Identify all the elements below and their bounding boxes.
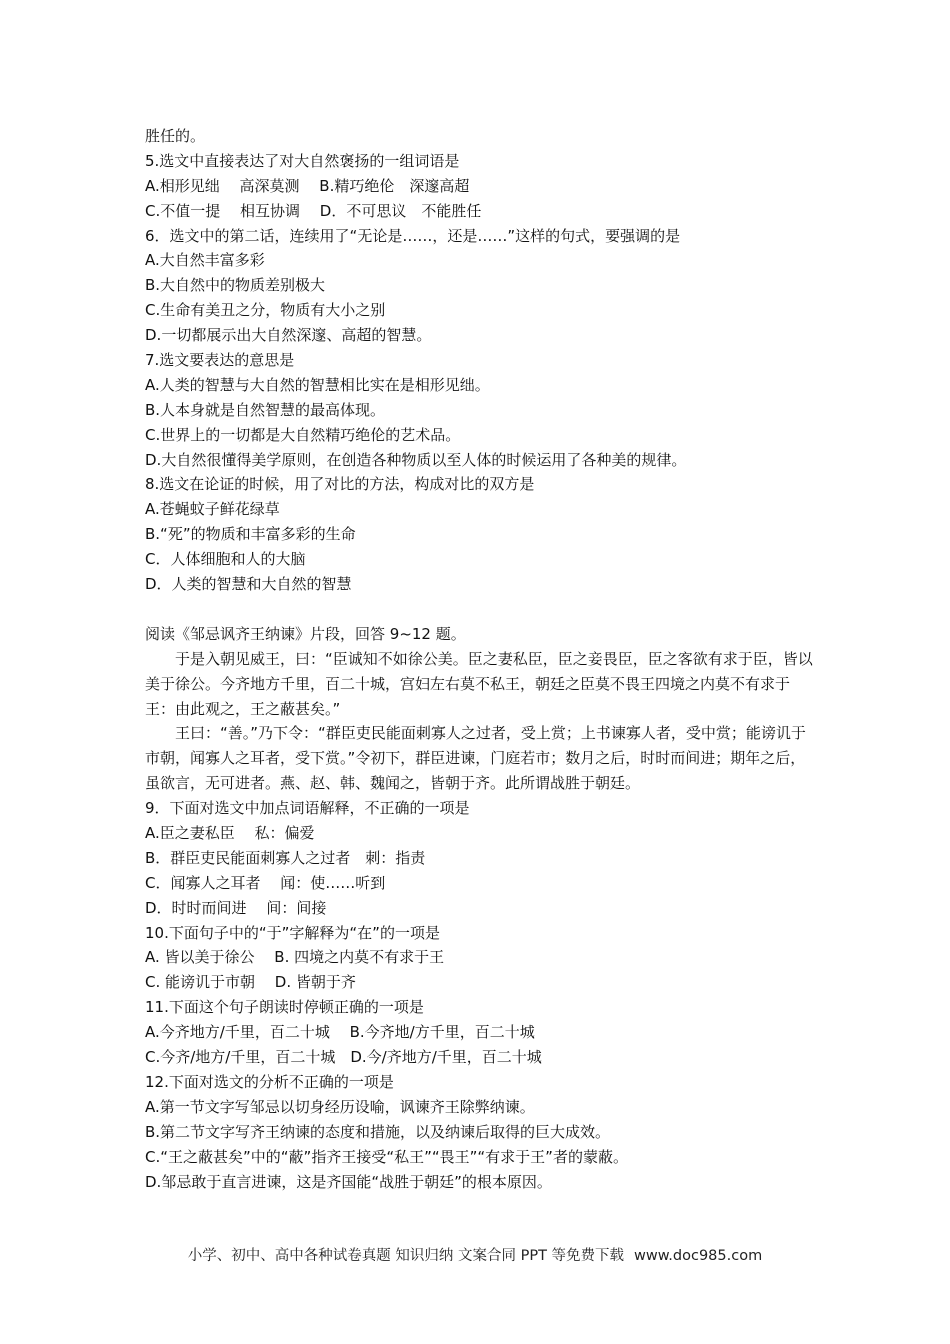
document-body (145, 124, 815, 1194)
question-5-options-cd: C.不值一提 相互协调 D．不可思议 不能胜任 (145, 201, 482, 220)
question-7-option-a: A.人类的智慧与大自然的智慧相比实在是相形见绌。 (145, 375, 490, 394)
question-7-option-d: D.大自然很懂得美学原则，在创造各种物质以至人体的时候运用了各种美的规律。 (145, 450, 687, 469)
passage-paragraph-1: 于是入朝见威王，曰：“臣诚知不如徐公美。臣之妻私臣，臣之妾畏臣，臣之客欲有求于臣，皆以美于徐公。今齐地方千里，百二十城，宫妇左右莫不私王，朝廷之臣莫不畏王四境之内莫不有求于王：由此观之，王之蔽甚矣。” (145, 649, 813, 718)
question-9-option-b: B．群臣吏民能面刺寡人之过者 刺：指责 (145, 848, 426, 867)
question-9-option-d: D．时时而间进 间：间接 (145, 898, 327, 917)
question-8-option-a: A.苍蝇蚊子鲜花绿草 (145, 500, 280, 519)
question-8-option-d: D．人类的智慧和大自然的智慧 (145, 575, 352, 594)
footer-link[interactable]: www.doc985.com (634, 1248, 763, 1264)
question-10-options-cd: C. 能谤讥于市朝 D. 皆朝于齐 (145, 973, 356, 992)
question-5-options-ab: A.相形见绌 高深莫测 B.精巧绝伦 深邃高超 (145, 176, 470, 195)
page-footer (0, 1244, 950, 1265)
question-7: 7.选文要表达的意思是 (145, 351, 295, 370)
question-8-option-b: B.“死”的物质和丰富多彩的生命 (145, 525, 356, 544)
question-12-option-c: C.“王之蔽甚矣”中的“蔽”指齐王接受“私王”“畏王”“有求于王”者的蒙蔽。 (145, 1147, 628, 1166)
question-8-option-c: C．人体细胞和人的大脑 (145, 550, 306, 569)
question-5: 5.选文中直接表达了对大自然褒扬的一组词语是 (145, 151, 460, 170)
question-12-option-b: B.第二节文字写齐王纳谏的态度和措施，以及纳谏后取得的巨大成效。 (145, 1122, 611, 1141)
question-9-option-a: A.臣之妻私臣 私：偏爱 (145, 824, 315, 843)
question-9-option-c: C．闻寡人之耳者 闻：使……听到 (145, 873, 386, 892)
text-line: 胜任的。 (145, 127, 206, 145)
question-6: 6．选文中的第二话，连续用了“无论是……，还是……”这样的句式，要强调的是 (145, 226, 681, 245)
question-6-option-d: D.一切都展示出大自然深邃、高超的智慧。 (145, 326, 432, 345)
question-10-options-ab: A. 皆以美于徐公 B. 四境之内莫不有求于王 (145, 948, 445, 967)
question-7-option-b: B.人本身就是自然智慧的最高体现。 (145, 400, 386, 419)
question-12: 12.下面对选文的分析不正确的一项是 (145, 1072, 394, 1091)
reading-intro: 阅读《邹忌讽齐王纳谏》片段，回答 9~12 题。 (145, 624, 466, 643)
question-6-option-a: A.大自然丰富多彩 (145, 251, 265, 270)
question-11-options-ab: A.今齐地方/千里，百二十城 B.今齐地/方千里，百二十城 (145, 1023, 535, 1042)
question-12-option-a: A.第一节文字写邹忌以切身经历设喻，讽谏齐王除弊纳谏。 (145, 1097, 535, 1116)
question-9: 9．下面对选文中加点词语解释，不正确的一项是 (145, 799, 470, 818)
question-7-option-c: C.世界上的一切都是大自然精巧绝伦的艺术品。 (145, 425, 461, 444)
question-12-option-d: D.邹忌敢于直言进谏，这是齐国能“战胜于朝廷”的根本原因。 (145, 1172, 552, 1191)
question-11-options-cd: C.今齐/地方/千里，百二十城 D.今/齐地方/千里，百二十城 (145, 1048, 542, 1067)
question-8: 8.选文在论证的时候，用了对比的方法，构成对比的双方是 (145, 475, 535, 494)
question-10: 10.下面句子中的“于”字解释为“在”的一项是 (145, 923, 440, 942)
blank-line (145, 597, 815, 622)
footer-text: 小学、初中、高中各种试卷真题 知识归纳 文案合同 PPT 等免费下载 (187, 1248, 625, 1264)
question-6-option-c: C.生命有美丑之分，物质有大小之别 (145, 301, 386, 320)
question-11: 11.下面这个句子朗读时停顿正确的一项是 (145, 998, 424, 1017)
passage-paragraph-2: 王曰：“善。”乃下令：“群臣吏民能面刺寡人之过者，受上赏；上书谏寡人者，受中赏；能谤讥于市朝，闻寡人之耳者，受下赏。”令初下，群臣进谏，门庭若市；数月之后，时时而间进；期年之后，虽欲言，无可进者。燕、赵、韩、魏闻之，皆朝于齐。此所谓战胜于朝廷。 (145, 724, 806, 793)
question-6-option-b: B.大自然中的物质差别极大 (145, 276, 326, 295)
